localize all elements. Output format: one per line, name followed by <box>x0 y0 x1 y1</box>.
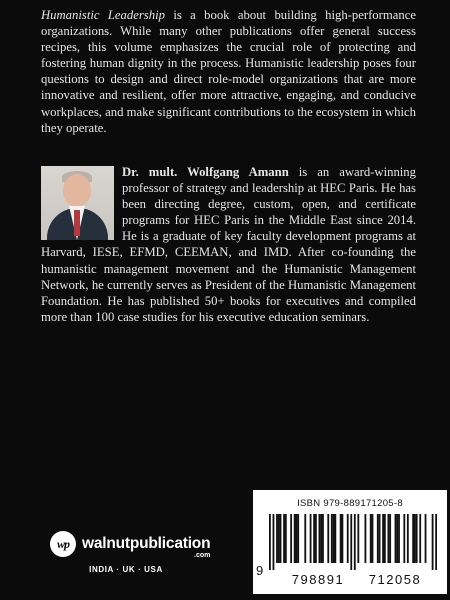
barcode-bar <box>278 514 280 563</box>
barcode-bar <box>285 514 287 563</box>
book-description <box>41 7 416 136</box>
barcode-bar <box>395 514 397 563</box>
barcode-bar <box>342 514 344 563</box>
barcode-bar <box>280 514 282 563</box>
barcode-bar <box>333 514 335 563</box>
description-text: is a book about building high-performance organizations. While many other publications offer general success recipes, this volume emphasizes the crucial role of protecting and fostering human dignity in the process. Humanistic leadership poses four questions to design and direct role-model organizations that are more innovative and resilient, offer more attractive, engaging, and conducive workplaces, and make significant contributions to the ecosystem in which they operate. <box>41 8 416 135</box>
barcode-bar <box>327 514 329 563</box>
publisher-name: walnutpublication <box>82 535 211 552</box>
barcode-bar <box>389 514 391 563</box>
barcode-digits-right: 712058 <box>357 572 433 587</box>
isbn-barcode <box>253 490 447 594</box>
barcode-bar <box>297 514 299 563</box>
barcode-bar <box>425 514 427 563</box>
barcode-bar <box>364 514 366 563</box>
barcode-bar <box>407 514 409 563</box>
barcode-bar <box>283 514 285 563</box>
barcode-bar <box>403 514 405 563</box>
barcode-bar <box>310 514 312 563</box>
barcode-bar <box>313 514 315 563</box>
barcode-bar <box>377 514 379 563</box>
barcode-bar <box>322 514 324 563</box>
barcode-bar <box>273 514 275 570</box>
barcode-bar <box>379 514 381 563</box>
barcode-bar <box>347 514 349 563</box>
barcode-bar <box>290 514 292 563</box>
barcode-bar <box>414 514 416 563</box>
barcode-bar <box>432 514 434 570</box>
barcode-bar <box>372 514 374 563</box>
publisher-countries: INDIA · UK · USA <box>89 565 163 574</box>
barcode-digits-left: 798891 <box>283 572 353 587</box>
publisher-logo <box>50 531 210 557</box>
barcode-bar <box>357 514 359 563</box>
isbn-number: ISBN 979-889171205-8 <box>297 498 403 509</box>
barcode-bar <box>294 514 296 563</box>
barcode-bar <box>319 514 321 563</box>
book-title: Humanistic Leadership <box>41 8 165 22</box>
barcode-bar <box>350 514 352 570</box>
barcode-bar <box>340 514 342 563</box>
barcode-bar <box>334 514 336 563</box>
barcode-bar <box>276 514 278 563</box>
barcode-bar <box>398 514 400 563</box>
author-name: Dr. mult. Wolfgang Amann <box>122 165 289 179</box>
author-photo <box>41 166 114 240</box>
barcode-bar <box>416 514 418 563</box>
author-bio-text: is an award-winning professor of strategy and leadership at HEC Paris. He has been directing degree, custom, open, and certificate programs for HEC Paris in the Middle East since 2014. He is a graduate of key faculty development programs at Harvard, IESE, EFMD, CEEMAN, and IMD. After co-founding the humanistic management movement and the Humanistic Management Network, he currently serves as President of the Humanistic Management Foundation. He has published 50+ books for executives and compiled more than 100 case studies for his executive education seminars. <box>41 165 416 324</box>
barcode-bar <box>419 514 421 563</box>
barcode-bar <box>354 514 356 570</box>
barcode-bar <box>387 514 389 563</box>
barcode-bar <box>370 514 372 563</box>
barcode-bar <box>396 514 398 563</box>
author-bio-section <box>41 164 416 325</box>
barcode-bar <box>382 514 384 563</box>
barcode-bar <box>331 514 333 563</box>
publisher-logo-icon: wp <box>50 531 76 557</box>
publisher-domain: .com <box>194 552 211 559</box>
barcode-bar <box>412 514 414 563</box>
barcode-bar <box>320 514 322 563</box>
barcode-bar <box>384 514 386 563</box>
barcode-bar <box>315 514 317 563</box>
barcode-bars <box>269 514 437 570</box>
barcode-bar <box>269 514 271 570</box>
barcode-bar <box>435 514 437 570</box>
barcode-bar <box>296 514 298 563</box>
barcode-digit-first: 9 <box>256 563 264 578</box>
barcode-bar <box>304 514 306 563</box>
